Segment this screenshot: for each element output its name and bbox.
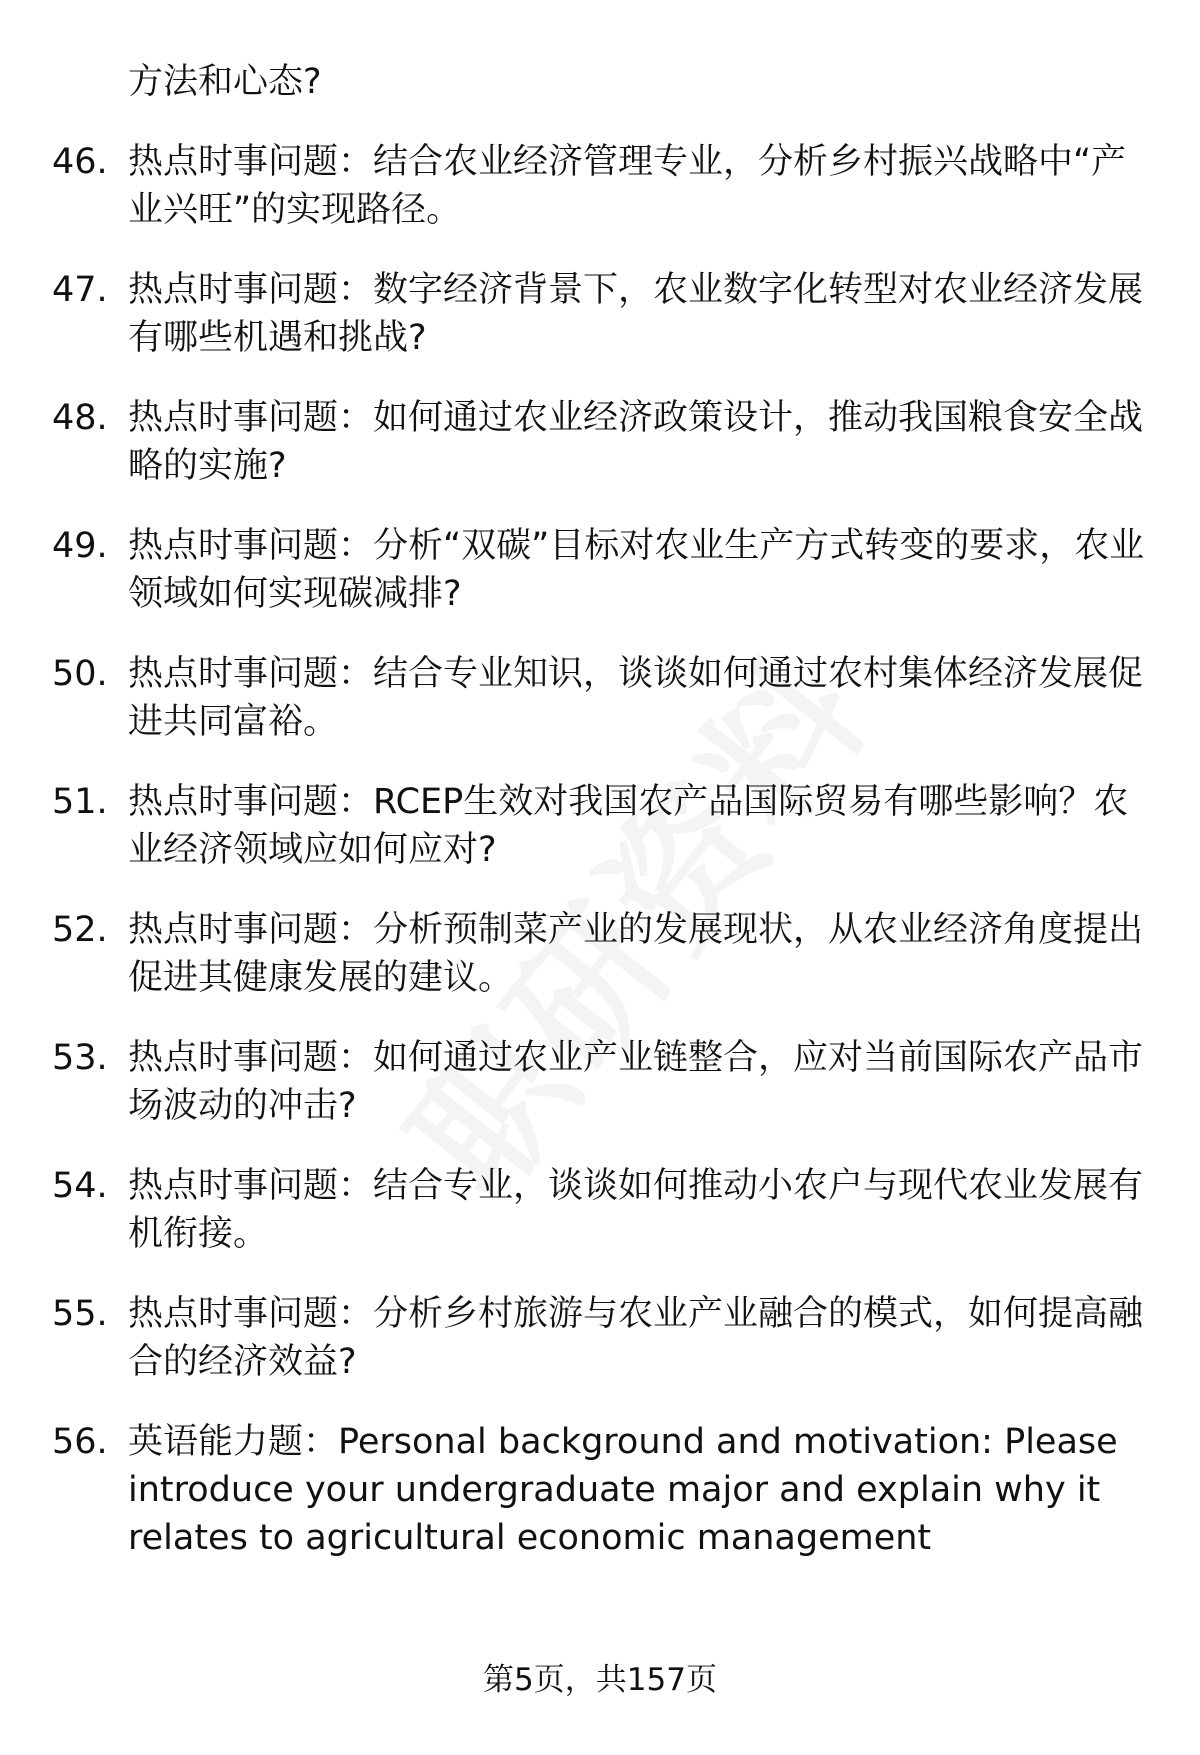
question-text: 热点时事问题：RCEP生效对我国农产品国际贸易有哪些影响？农业经济领域应如何应对?: [128, 782, 1129, 870]
question-number: 47.: [52, 270, 108, 310]
question-number: 55.: [52, 1294, 108, 1334]
question-text: 热点时事问题：分析“双碳”目标对农业生产方式转变的要求，农业领域如何实现碳减排?: [128, 526, 1145, 614]
question-item-55: [0, 1290, 1200, 1386]
question-item-52: [0, 906, 1200, 1002]
question-item-50: [0, 650, 1200, 746]
question-number: 46.: [52, 142, 108, 182]
question-number: 53.: [52, 1038, 108, 1078]
question-text: 热点时事问题：分析预制菜产业的发展现状，从农业经济角度提出促进其健康发展的建议。: [128, 910, 1144, 998]
previous-question-continuation: 方法和心态?: [128, 62, 322, 102]
question-number: 51.: [52, 782, 108, 822]
question-number: 50.: [52, 654, 108, 694]
question-item-53: [0, 1034, 1200, 1130]
question-number: 49.: [52, 526, 108, 566]
question-item-49: [0, 522, 1200, 618]
question-item-48: [0, 394, 1200, 490]
question-text: 英语能力题：Personal background and motivation: Please introduce your undergraduate major and explain why it relates to agricultural economic management: [128, 1422, 1118, 1558]
question-number: 48.: [52, 398, 108, 438]
question-item-51: [0, 778, 1200, 874]
question-text: 热点时事问题：结合专业知识，谈谈如何通过农村集体经济发展促进共同富裕。: [128, 654, 1144, 742]
question-item-54: [0, 1162, 1200, 1258]
question-list: [0, 138, 1200, 1594]
question-text: 热点时事问题：数字经济背景下，农业数字化转型对农业经济发展有哪些机遇和挑战?: [128, 270, 1144, 358]
question-text: 热点时事问题：分析乡村旅游与农业产业融合的模式，如何提高融合的经济效益?: [128, 1294, 1144, 1382]
question-text: 热点时事问题：结合专业，谈谈如何推动小农户与现代农业发展有机衔接。: [128, 1166, 1144, 1254]
page-footer: 第5页，共157页: [483, 1662, 717, 1698]
question-text: 热点时事问题：如何通过农业产业链整合，应对当前国际农产品市场波动的冲击?: [128, 1038, 1144, 1126]
question-text: 热点时事问题：如何通过农业经济政策设计，推动我国粮食安全战略的实施?: [128, 398, 1144, 486]
question-number: 54.: [52, 1166, 108, 1206]
question-item-56: [0, 1418, 1200, 1562]
question-item-47: [0, 266, 1200, 362]
question-item-46: [0, 138, 1200, 234]
question-number: 52.: [52, 910, 108, 950]
question-text: 热点时事问题：结合农业经济管理专业，分析乡村振兴战略中“产业兴旺”的实现路径。: [128, 142, 1127, 230]
question-number: 56.: [52, 1422, 108, 1462]
